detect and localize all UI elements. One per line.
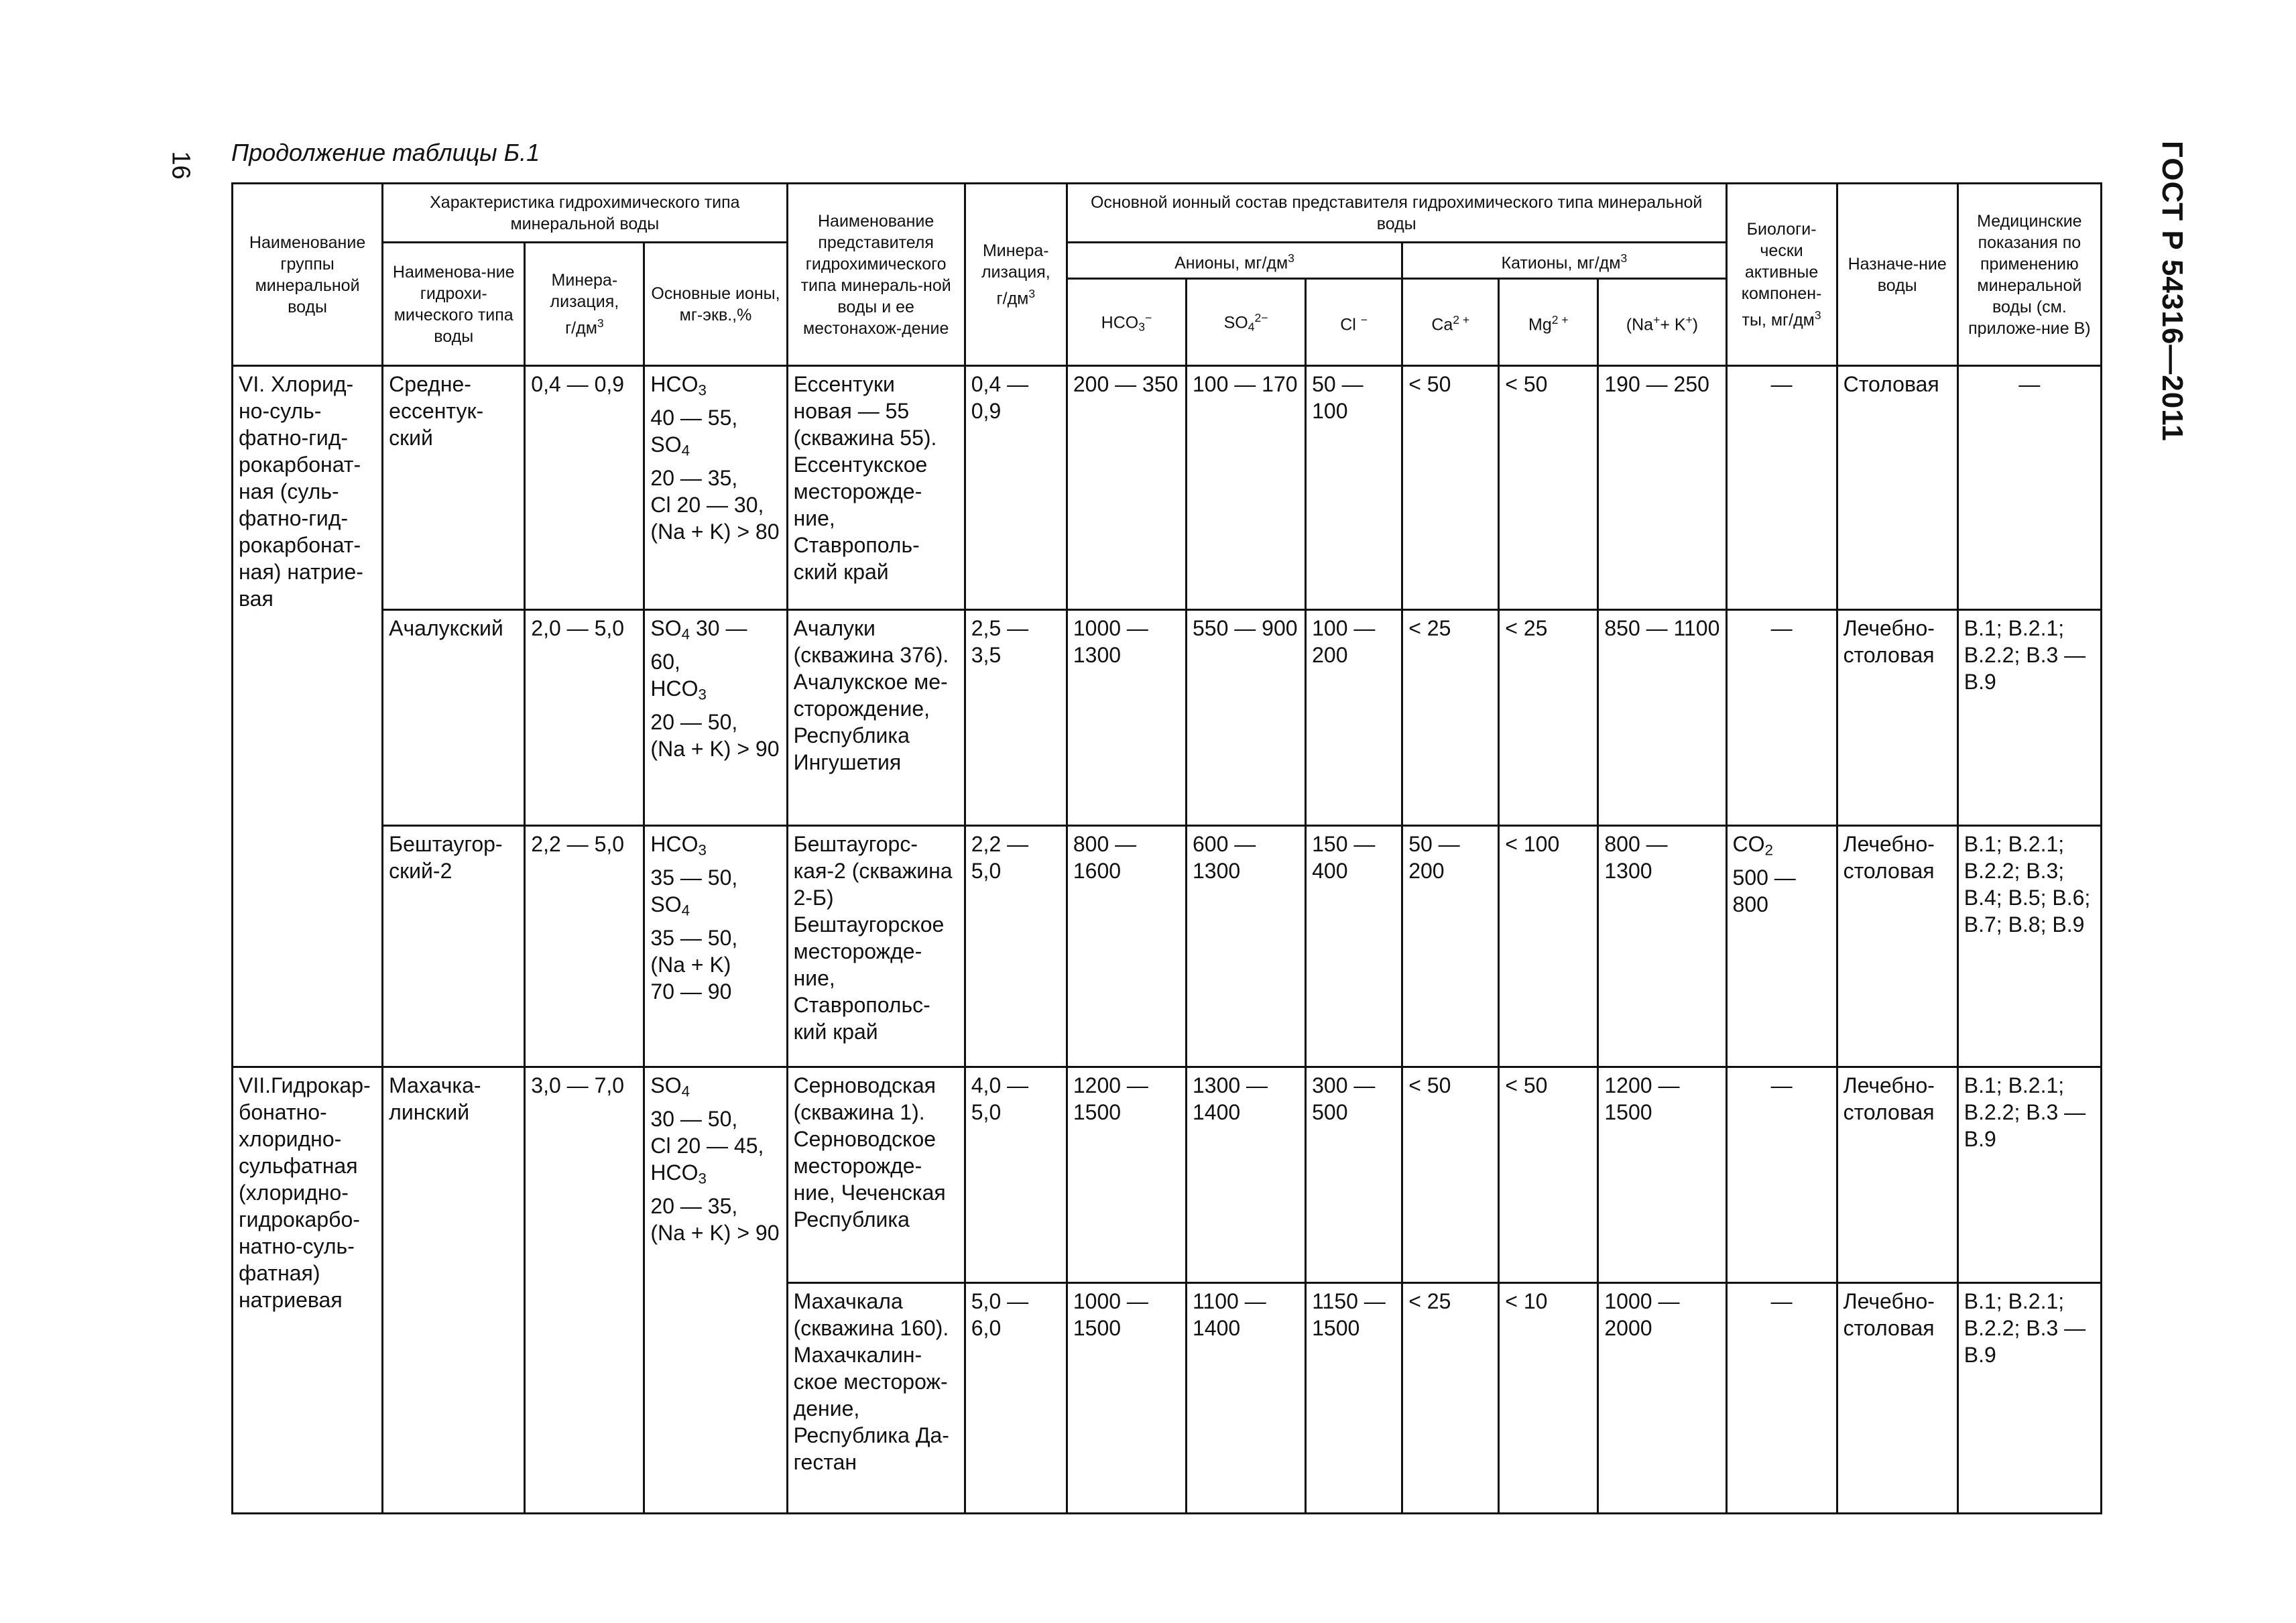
cl-cell: 50 — 100	[1306, 366, 1402, 610]
mg-cell: < 25	[1499, 610, 1598, 826]
header-ca: $Ca^{2 +}$	[1402, 279, 1499, 366]
table-body	[233, 366, 2102, 1514]
type-cell: Ачалукский	[383, 610, 525, 826]
representative-cell: Бештаугорс-кая-2 (скважина 2-Б) Бештаугорское месторожде-ние, Ставропольс-кий край	[787, 826, 965, 1067]
header-ion-composition: Основной ионный состав представителя гидрохимического типа минеральной воды	[1067, 184, 1726, 243]
page-number: 16	[166, 151, 195, 180]
bio-cell: —	[1726, 1067, 1837, 1283]
representative-cell: Серноводская (скважина 1). Серноводское месторожде-ние, Чеченская Республика	[787, 1067, 965, 1283]
group-name-cell: VII.Гидрокар-бонатно-хлоридно-сульфатная (хлоридно-гидрокарбо-натно-суль-фатная) натриевая	[233, 1067, 383, 1514]
hco3-cell: 200 — 350	[1067, 366, 1186, 610]
header-nak: (Na++ K+)	[1598, 279, 1726, 366]
so4-cell: 1300 — 1400	[1186, 1067, 1305, 1283]
cl-cell: 100 — 200	[1306, 610, 1402, 826]
medical-cell: В.1; В.2.1; В.2.2; В.3 — В.9	[1957, 1283, 2101, 1514]
group-name-cell: VI. Хлорид-но-суль-фатно-гид-рокарбонат-ная (суль-фатно-гид-рокарбонат-ная) натрие-вая	[233, 366, 383, 1067]
ions-cell: $SO_4$ 30 — 50, Cl 20 — 45, $HCO_3$ 20 — 35, (Na + K) > 90	[644, 1067, 787, 1514]
header-purpose: Назначе-ние воды	[1837, 184, 1957, 366]
table-row	[233, 826, 2102, 1067]
header-cl: Cl −	[1306, 279, 1402, 366]
bio-cell: —	[1726, 610, 1837, 826]
so4-cell: 100 — 170	[1186, 366, 1305, 610]
nak-cell: 1200 — 1500	[1598, 1067, 1726, 1283]
header-mineralization: Минера- лизация, $г/дм^3$	[525, 243, 644, 366]
mineralization-cell: 2,0 — 5,0	[525, 610, 644, 826]
table-caption: Продолжение таблицы Б.1	[231, 139, 540, 166]
medical-cell: В.1; В.2.1; В.2.2; В.3 — В.9	[1957, 610, 2101, 826]
header-group-name: Наименование группы минеральной воды	[233, 184, 383, 366]
nak-cell: 1000 — 2000	[1598, 1283, 1726, 1514]
bio-cell: $CO_2$ 500 — 800	[1726, 826, 1837, 1067]
mineralization-cell: 0,4 — 0,9	[525, 366, 644, 610]
standard-code: ГОСТ Р 54316—2011	[2156, 141, 2189, 442]
mineralization-cell: 2,2 — 5,0	[525, 826, 644, 1067]
hco3-cell: 1200 — 1500	[1067, 1067, 1186, 1283]
ca-cell: < 50	[1402, 1067, 1499, 1283]
type-cell: Бештаугор-ский-2	[383, 826, 525, 1067]
purpose-cell: Столовая	[1837, 366, 1957, 610]
header-main-ions: Основные ионы, мг-экв.,%	[644, 243, 787, 366]
medical-cell: В.1; В.2.1; В.2.2; В.3; В.4; В.5; В.6; В.7; В.8; В.9	[1957, 826, 2101, 1067]
representative-cell: Ессентуки новая — 55 (скважина 55). Ессентукское месторожде-ние, Ставрополь-ский край	[787, 366, 965, 610]
purpose-cell: Лечебно-столовая	[1837, 1283, 1957, 1514]
hco3-cell: 1000 — 1300	[1067, 610, 1186, 826]
nak-cell: 800 — 1300	[1598, 826, 1726, 1067]
cl-cell: 150 — 400	[1306, 826, 1402, 1067]
purpose-cell: Лечебно-столовая	[1837, 826, 1957, 1067]
rep-mineralization-cell: 5,0 — 6,0	[965, 1283, 1067, 1514]
mg-cell: < 50	[1499, 1067, 1598, 1283]
medical-cell: В.1; В.2.1; В.2.2; В.3 — В.9	[1957, 1067, 2101, 1283]
so4-cell: 1100 — 1400	[1186, 1283, 1305, 1514]
header-representative: Наименование представителя гидрохимического типа минераль-ной воды и ее местонахож-дение	[787, 184, 965, 366]
representative-cell: Махачкала (скважина 160). Махачкалин-ское месторож-дение, Республика Да-гестан	[787, 1283, 965, 1514]
header-type-name: Наименова-ние гидрохи-мического типа воды	[383, 243, 525, 366]
rep-mineralization-cell: 0,4 — 0,9	[965, 366, 1067, 610]
so4-cell: 600 — 1300	[1186, 826, 1305, 1067]
cl-cell: 300 — 500	[1306, 1067, 1402, 1283]
rep-mineralization-cell: 4,0 — 5,0	[965, 1067, 1067, 1283]
bio-cell: —	[1726, 366, 1837, 610]
type-cell: Махачка-линский	[383, 1067, 525, 1514]
ca-cell: < 25	[1402, 1283, 1499, 1514]
mg-cell: < 50	[1499, 366, 1598, 610]
hco3-cell: 800 — 1600	[1067, 826, 1186, 1067]
bio-cell: —	[1726, 1283, 1837, 1514]
nak-cell: 850 — 1100	[1598, 610, 1726, 826]
so4-cell: 550 — 900	[1186, 610, 1305, 826]
header-so4: $SO_4^{2-}$	[1186, 279, 1305, 366]
header-cations: Катионы, $мг/дм^3$	[1402, 243, 1726, 279]
table-row	[233, 610, 2102, 826]
mg-cell: < 100	[1499, 826, 1598, 1067]
nak-cell: 190 — 250	[1598, 366, 1726, 610]
ca-cell: < 25	[1402, 610, 1499, 826]
type-cell: Средне-ессентук-ский	[383, 366, 525, 610]
ca-cell: < 50	[1402, 366, 1499, 610]
mineralization-cell: 3,0 — 7,0	[525, 1067, 644, 1514]
header-hydrochem-char: Характеристика гидрохимического типа минеральной воды	[383, 184, 787, 243]
rep-mineralization-cell: 2,2 — 5,0	[965, 826, 1067, 1067]
purpose-cell: Лечебно-столовая	[1837, 1067, 1957, 1283]
medical-cell: —	[1957, 366, 2101, 610]
ions-cell: $HCO_3$ 35 — 50, $SO_4$ 35 — 50, (Na + K) 70 — 90	[644, 826, 787, 1067]
representative-cell: Ачалуки (скважина 376). Ачалукское ме-сторождение, Республика Ингушетия	[787, 610, 965, 826]
header-medical: Медицинские показания по применению минеральной воды (см. приложе-ние В)	[1957, 184, 2101, 366]
ions-cell: $HCO_3$ 40 — 55, $SO_4$ 20 — 35, Cl 20 — 30, (Na + K) > 80	[644, 366, 787, 610]
table-row	[233, 1067, 2102, 1283]
table-row	[233, 366, 2102, 610]
header-mg: $Mg^{2 +}$	[1499, 279, 1598, 366]
mg-cell: < 10	[1499, 1283, 1598, 1514]
mineral-water-table	[231, 182, 2102, 1514]
cl-cell: 1150 — 1500	[1306, 1283, 1402, 1514]
table-header	[233, 184, 2102, 366]
header-anions: Анионы, $мг/дм^3$	[1067, 243, 1402, 279]
rep-mineralization-cell: 2,5 — 3,5	[965, 610, 1067, 826]
header-hco3: $HCO_3^-$	[1067, 279, 1186, 366]
header-rep-mineralization: Минера- лизация, $г/дм^3$	[965, 184, 1067, 366]
ca-cell: 50 — 200	[1402, 826, 1499, 1067]
header-bio: Биологи- чески активные компонен- ты, $мг/дм^3$	[1726, 184, 1837, 366]
purpose-cell: Лечебно-столовая	[1837, 610, 1957, 826]
ions-cell: $SO_4$ 30 — 60, $HCO_3$ 20 — 50, (Na + K) > 90	[644, 610, 787, 826]
hco3-cell: 1000 — 1500	[1067, 1283, 1186, 1514]
